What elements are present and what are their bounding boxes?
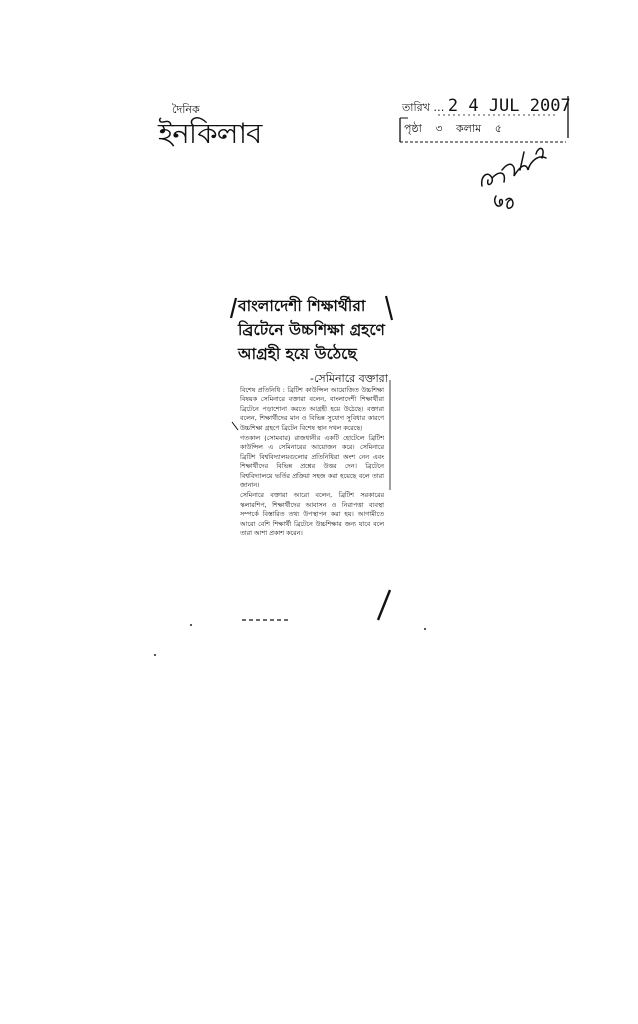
masthead-prefix: দৈনিক [172, 103, 200, 116]
article-headline [238, 294, 388, 366]
newspaper-masthead [158, 104, 286, 160]
newspaper-clipping [228, 290, 396, 630]
stamp-column-value: ৫ [494, 122, 502, 135]
stamp-date-label: তারিখ [402, 101, 430, 114]
headline-line: বাংলাদেশী শিক্ষার্থীরা [238, 296, 366, 315]
headline-line: আগ্রহী হয়ে উঠেছে [238, 344, 357, 363]
stamp-date-value: 2 4 JUL 2007 [447, 96, 571, 116]
article-subheadline: -সেমিনারে বক্তারা [310, 372, 388, 385]
stamp-page-value: ৩ [435, 122, 443, 135]
handwritten-note [476, 140, 556, 220]
stamp-date-row: তারিখ … 2 4 JUL 2007 [402, 96, 571, 116]
article-paragraph: সেমিনারে বক্তারা আরো বলেন, ব্রিটিশ সরকারের স্কলারশিপ, শিক্ষার্থীদের আবাসন ও নিরাপত্তা ব্যবস্থা সম্পর্কে বিস্তারিত তথ্য উপস্থাপন করা হয়। আগামীতে আরো বেশি শিক্ষার্থী ব্রিটেনে উচ্চশিক্ষার জন্য যাবে বলে তারা আশা প্রকাশ করেন। [240, 491, 384, 538]
masthead-name: ইনকিলাব [158, 117, 262, 150]
article-paragraph: গতকাল (সোমবার) রাজধানীর একটি হোটেলে ব্রিটিশ কাউন্সিল এ সেমিনারের আয়োজন করে। সেমিনারে ব্রিটিশ বিশ্ববিদ্যালয়গুলোর প্রতিনিধিরা অংশ নেন এবং শিক্ষার্থীদের বিভিন্ন প্রশ্নের উত্তর দেন। ব্রিটেনে বিশ্ববিদ্যালয়ে ভর্তির প্রক্রিয়া সহজ করা হয়েছে বলে তারা জানান। [240, 434, 384, 490]
stamp-column-label: কলাম [455, 122, 482, 135]
scan-speck [424, 628, 426, 630]
stamp-page-label: পৃষ্ঠা [404, 122, 422, 135]
article-body [240, 386, 384, 608]
article-paragraph: বিশেষ প্রতিনিধি : ব্রিটিশ কাউন্সিল আয়োজিত উচ্চশিক্ষা বিষয়ক সেমিনারে বক্তারা বলেন, বাংলাদেশী শিক্ষার্থীরা ব্রিটেনে পড়াশোনা করতে আগ্রহী হয়ে উঠেছে। বক্তারা বলেন, শিক্ষার্থীদের মান ও বিভিন্ন সুযোগ সুবিধার কারণে উচ্চশিক্ষা গ্রহণে ব্রিটেন বিশেষ স্থান দখল করেছে। [240, 386, 384, 432]
scan-speck [154, 654, 156, 656]
stamp-page-row [404, 120, 512, 139]
headline-line: ব্রিটেনে উচ্চশিক্ষা গ্রহণে [238, 320, 385, 339]
scan-speck [190, 624, 192, 626]
